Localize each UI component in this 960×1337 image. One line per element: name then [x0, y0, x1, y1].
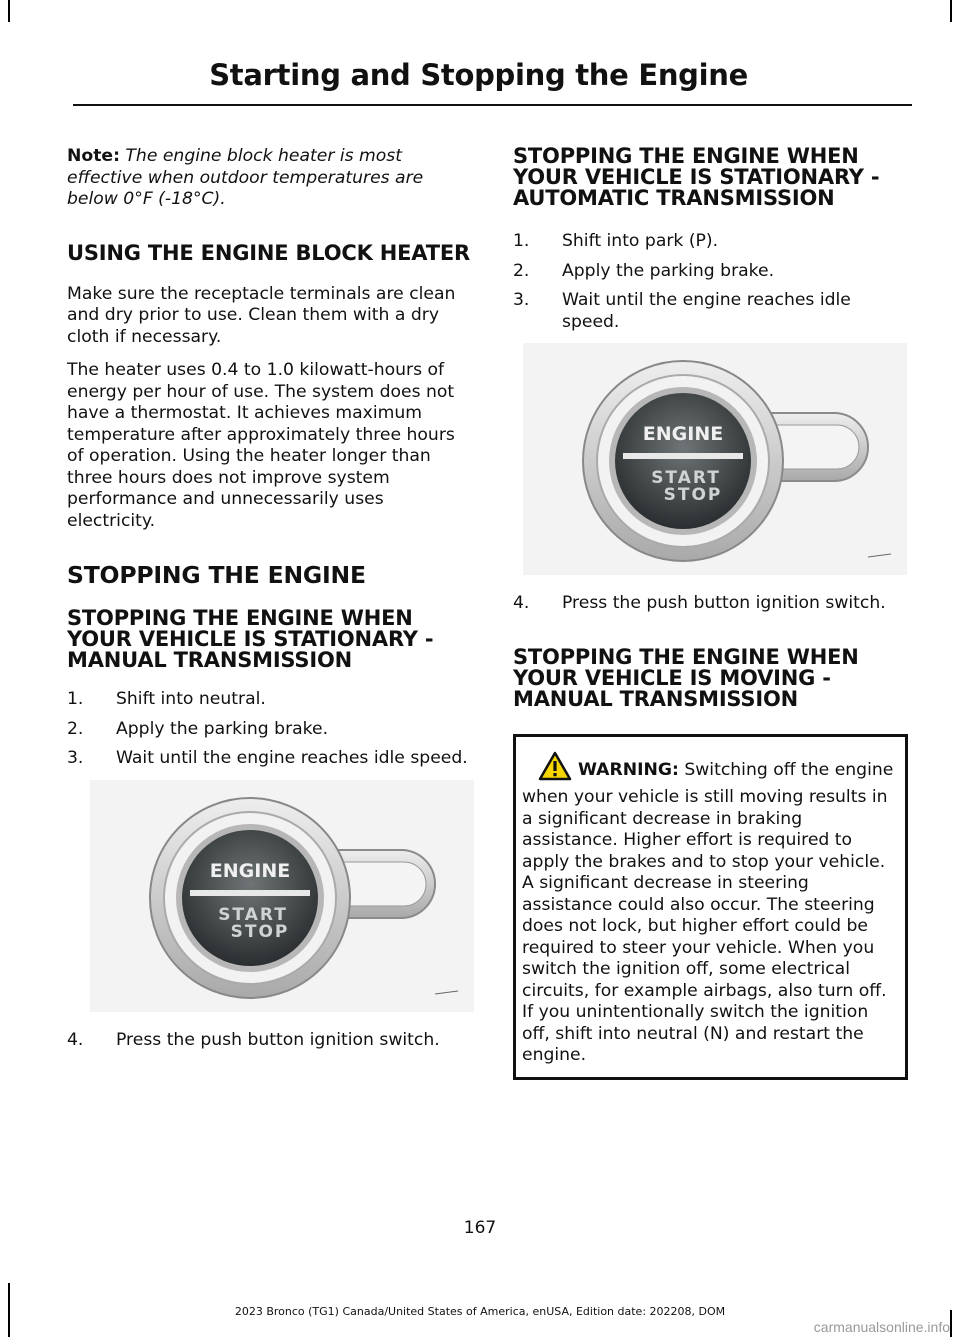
heading-stationary-automatic: STOPPING THE ENGINE WHEN YOUR VEHICLE IS STATIONARY - AUTOMATIC TRANSMISSION — [513, 144, 880, 210]
list-item: 1. Shift into park (P). — [513, 231, 719, 251]
list-item: 3. Wait until the engine reaches idle speed. — [513, 290, 851, 332]
list-item: 2. Apply the parking brake. — [67, 718, 329, 739]
figure-label-bottom1: START — [651, 468, 721, 488]
list-item: 1. Shift into neutral. — [67, 689, 266, 709]
warning-text: Switching off the engine when your vehicle is still moving results in a significant decrease in braking assistance. Higher effort is required to apply the brakes and to stop your vehicle. A significant decrease in steering assistance could also occur. The steering does not lock, but higher effort could be required to steer your vehicle. When you switch the ignition off, some electrical circuits, for example airbags, also turn off. If you unintentionally switch the ignition off, shift into neutral (N) and restart the engine. — [522, 759, 894, 1065]
right-column — [513, 146, 908, 1080]
note-text: The engine block heater is most effective when outdoor temperatures are below 0°F (-18°C). — [67, 146, 424, 209]
warning-box — [513, 734, 908, 1080]
figure-label-bottom1: START — [218, 904, 288, 925]
edition-line: 2023 Bronco (TG1) Canada/United States of America, enUSA, Edition date: 202208, DOM — [234, 1305, 726, 1318]
step-list — [513, 231, 908, 333]
page-number: 167 — [463, 1218, 497, 1238]
heading-stationary-manual: STOPPING THE ENGINE WHEN YOUR VEHICLE IS STATIONARY - MANUAL TRANSMISSION — [67, 606, 434, 672]
header-rule — [73, 104, 912, 106]
figure-label-top: ENGINE — [642, 423, 724, 445]
list-item: 3. Wait until the engine reaches idle speed. — [67, 748, 468, 768]
ignition-button-figure — [90, 780, 474, 1012]
step-list — [513, 593, 908, 615]
list-item: 4. Press the push button ignition switch. — [67, 1029, 440, 1050]
warning-label: WARNING: — [578, 759, 679, 780]
note — [67, 146, 475, 211]
crop-mark — [8, 0, 10, 22]
heading-moving-manual: STOPPING THE ENGINE WHEN YOUR VEHICLE IS MOVING - MANUAL TRANSMISSION — [513, 644, 859, 711]
paragraph: The heater uses 0.4 to 1.0 kilowatt-hours of energy per hour of use. The system does not have a thermostat. It achieves maximum temperature after approximately three hours of operation. Using the heater longer than three hours does not improve system performance and unnecessarily uses electricity. — [67, 360, 455, 531]
list-item: 2. Apply the parking brake. — [513, 260, 775, 281]
page-title: Starting and Stopping the Engine — [209, 58, 748, 92]
figure-label-bottom2: STOP — [230, 921, 290, 942]
step-list — [67, 689, 475, 770]
paragraph: Make sure the receptacle terminals are clean and dry prior to use. Clean them with a dry cloth if necessary. — [67, 283, 456, 347]
figure-label-top: ENGINE — [209, 859, 291, 882]
warning-icon — [538, 751, 572, 788]
heading-block-heater: USING THE ENGINE BLOCK HEATER — [67, 240, 470, 265]
step-list — [67, 1030, 475, 1052]
figure-label-bottom2: STOP — [663, 485, 723, 505]
watermark: carmanualsonline.info — [813, 1319, 950, 1335]
crop-mark — [950, 0, 952, 22]
note-label: Note: — [67, 146, 120, 166]
list-item: 4. Press the push button ignition switch. — [513, 593, 886, 613]
ignition-button-figure — [523, 343, 907, 575]
section-title: STOPPING THE ENGINE — [67, 561, 366, 589]
left-column — [67, 146, 475, 1061]
